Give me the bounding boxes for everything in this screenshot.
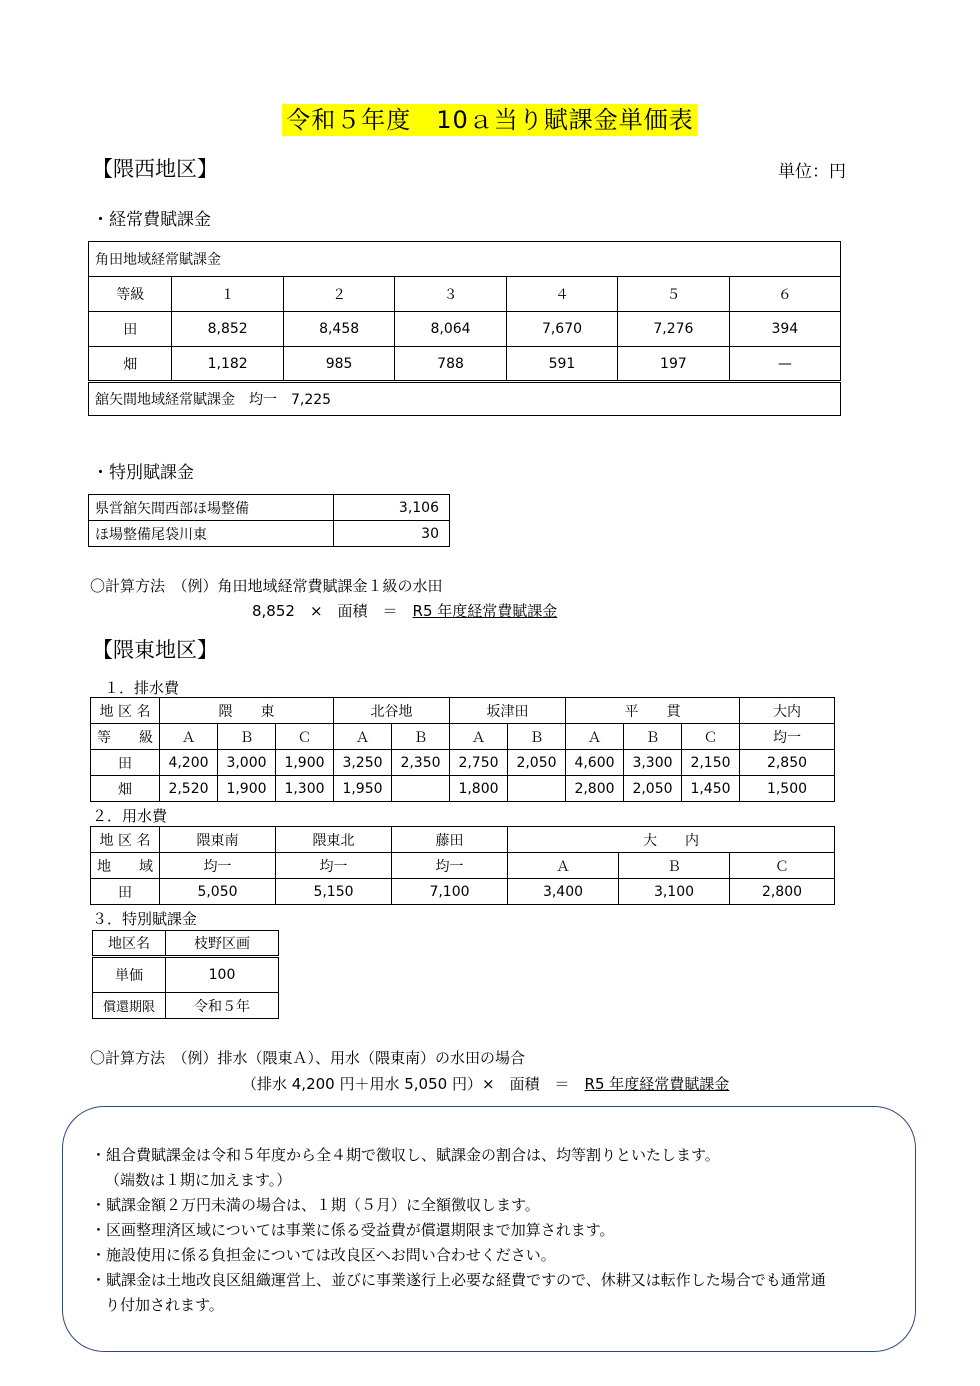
header-cell: 北谷地 — [334, 698, 450, 724]
grade-header-cell: ４ — [506, 277, 617, 312]
value-cell: 3,250 — [334, 750, 392, 776]
value-cell: 7,276 — [618, 312, 729, 347]
note-item: ・施設使用に係る負担金については改良区へお問い合わせください。 — [91, 1246, 556, 1264]
east-calc-method-line: 〇計算方法 （例）排水（隈東Ａ）、用水（隈東南）の水田の場合 — [90, 1049, 526, 1067]
header-cell: 大内 — [740, 698, 835, 724]
special-fee-name: ほ場整備尾袋川東 — [89, 521, 334, 547]
grade-cell: 均一 — [740, 724, 835, 750]
east-special-fee-heading: ３．特別賦課金 — [92, 910, 198, 928]
row-label: 償還期限 — [93, 993, 166, 1019]
grade-cell: Ｂ — [218, 724, 276, 750]
note-item: （端数は１期に加えます。） — [105, 1171, 292, 1189]
water-fee-table — [90, 826, 835, 905]
table-row — [93, 993, 279, 1019]
west-district-heading: 【隈西地区】 — [92, 157, 218, 181]
table-row — [91, 776, 835, 802]
row-label: 田 — [89, 312, 172, 347]
value-cell: 2,520 — [160, 776, 218, 802]
value-cell — [392, 776, 450, 802]
table-row — [89, 347, 841, 382]
value-cell: 2,850 — [740, 750, 835, 776]
row-label: 田 — [91, 879, 160, 905]
grade-cell: Ｃ — [276, 724, 334, 750]
calc-formula: （排水 4,200 円＋用水 5,050 円）× 面積 ＝ — [242, 1075, 585, 1093]
table-row — [93, 957, 279, 993]
note-item: ・賦課金額２万円未満の場合は、１期（５月）に全額徴収します。 — [91, 1196, 540, 1214]
header-cell: 大 内 — [508, 827, 835, 853]
grade-cell: 均一 — [160, 853, 276, 879]
value-cell: 7,670 — [506, 312, 617, 347]
value-cell: 197 — [618, 347, 729, 382]
east-special-fee-table — [92, 930, 279, 1019]
grade-header-cell: ５ — [618, 277, 729, 312]
grade-cell: Ｃ — [730, 853, 835, 879]
water-fee-heading: ２．用水費 — [92, 807, 168, 825]
table-header-row — [91, 827, 835, 853]
value-cell: 2,800 — [730, 879, 835, 905]
value-cell: 394 — [729, 312, 840, 347]
value-cell: 1,450 — [682, 776, 740, 802]
grade-cell: Ａ — [160, 724, 218, 750]
calc-result: R5 年度経常費賦課金 — [584, 1075, 730, 1093]
grade-cell: Ａ — [508, 853, 619, 879]
value-cell: 2,050 — [508, 750, 566, 776]
east-district-heading: 【隈東地区】 — [92, 638, 218, 662]
value-cell: — — [729, 347, 840, 382]
calc-method-line: 〇計算方法 （例）角田地域経常費賦課金１級の水田 — [90, 577, 443, 595]
value-cell: 1,182 — [172, 347, 283, 382]
value-cell: 2,150 — [682, 750, 740, 776]
note-item: り付加されます。 — [105, 1296, 224, 1314]
special-fee-value: 3,106 — [334, 495, 450, 521]
operating-fee-heading: ・経常費賦課金 — [92, 210, 211, 230]
value-cell: 1,900 — [276, 750, 334, 776]
value-cell: 3,100 — [619, 879, 730, 905]
grade-header-cell: ２ — [283, 277, 394, 312]
grade-cell: Ｂ — [624, 724, 682, 750]
header-cell: 地 区 名 — [91, 698, 160, 724]
table-row — [89, 312, 841, 347]
value-cell: 1,800 — [450, 776, 508, 802]
value-cell: 1,900 — [218, 776, 276, 802]
value-cell: 5,150 — [276, 879, 392, 905]
value-cell — [508, 776, 566, 802]
table-row — [89, 495, 450, 521]
grade-header-cell: ３ — [395, 277, 506, 312]
note-item: ・区画整理済区域については事業に係る受益費が償還期限まで加算されます。 — [91, 1221, 615, 1239]
grade-cell: 均一 — [392, 853, 508, 879]
table-row — [91, 879, 835, 905]
header-cell: 藤田 — [392, 827, 508, 853]
value-cell: 令和５年 — [166, 993, 279, 1019]
value-cell: 2,800 — [566, 776, 624, 802]
value-cell: 2,750 — [450, 750, 508, 776]
value-cell: 3,000 — [218, 750, 276, 776]
special-fee-heading: ・特別賦課金 — [92, 463, 194, 483]
kakuda-title: 角田地域経常賦課金 — [89, 242, 841, 277]
header-cell: 平 貫 — [566, 698, 740, 724]
value-cell: 100 — [166, 957, 279, 993]
value-cell: 5,050 — [160, 879, 276, 905]
row-label: 畑 — [89, 347, 172, 382]
header-cell: 隈東南 — [160, 827, 276, 853]
grade-cell: Ａ — [450, 724, 508, 750]
grade-cell: Ｃ — [682, 724, 740, 750]
header-cell: 隈東北 — [276, 827, 392, 853]
table-header-row — [91, 698, 835, 724]
value-cell: 7,100 — [392, 879, 508, 905]
table-row — [91, 750, 835, 776]
table-row — [93, 931, 279, 957]
value-cell: 985 — [283, 347, 394, 382]
value-cell: 1,300 — [276, 776, 334, 802]
value-cell: 8,458 — [283, 312, 394, 347]
notes-box — [62, 1106, 916, 1352]
drain-fee-heading: １．排水費 — [104, 679, 180, 697]
header-cell: 地 区 名 — [91, 827, 160, 853]
header-cell: 地区名 — [93, 931, 166, 957]
value-cell: 591 — [506, 347, 617, 382]
header-cell: 枝野区画 — [166, 931, 279, 957]
row-label: 田 — [91, 750, 160, 776]
header-cell: 地 域 — [91, 853, 160, 879]
grade-cell: Ａ — [334, 724, 392, 750]
value-cell: 3,400 — [508, 879, 619, 905]
page-title: 令和５年度 10ａ当り賦課金単価表 — [0, 100, 980, 135]
drain-fee-table — [90, 697, 835, 802]
row-label: 単価 — [93, 957, 166, 993]
grade-cell: Ｂ — [392, 724, 450, 750]
grade-header-cell: ６ — [729, 277, 840, 312]
tateyama-fee-line: 舘矢間地域経常賦課金 均一 7,225 — [89, 382, 841, 416]
grade-header-cell: １ — [172, 277, 283, 312]
calc-formula: 8,852 × 面積 ＝ — [252, 602, 413, 620]
header-cell: 坂津田 — [450, 698, 566, 724]
header-cell: 等 級 — [91, 724, 160, 750]
row-label: 畑 — [91, 776, 160, 802]
calc-result: R5 年度経常費賦課金 — [412, 602, 558, 620]
grade-cell: 均一 — [276, 853, 392, 879]
header-cell: 隈 東 — [160, 698, 334, 724]
special-fee-value: 30 — [334, 521, 450, 547]
note-item: ・賦課金は土地改良区組織運営上、並びに事業遂行上必要な経費ですので、休耕又は転作した場合でも通常通 — [91, 1271, 826, 1289]
value-cell: 1,950 — [334, 776, 392, 802]
grade-header-row — [89, 277, 841, 312]
note-item: ・組合費賦課金は令和５年度から全４期で徴収し、賦課金の割合は、均等割りといたします。 — [91, 1146, 720, 1164]
special-fee-table — [88, 494, 450, 547]
grade-cell: Ｂ — [619, 853, 730, 879]
special-fee-name: 県営舘矢間西部ほ場整備 — [89, 495, 334, 521]
value-cell: 4,600 — [566, 750, 624, 776]
value-cell: 2,350 — [392, 750, 450, 776]
grade-header-cell: 等級 — [89, 277, 172, 312]
kakuda-fee-table — [88, 241, 841, 416]
value-cell: 1,500 — [740, 776, 835, 802]
table-header-row — [91, 853, 835, 879]
table-row — [89, 521, 450, 547]
grade-cell: Ｂ — [508, 724, 566, 750]
table-header-row — [91, 724, 835, 750]
value-cell: 8,852 — [172, 312, 283, 347]
unit-label: 単位：円 — [778, 162, 846, 182]
grade-cell: Ａ — [566, 724, 624, 750]
calc-example-line — [252, 600, 557, 621]
value-cell: 788 — [395, 347, 506, 382]
value-cell: 2,050 — [624, 776, 682, 802]
value-cell: 4,200 — [160, 750, 218, 776]
value-cell: 3,300 — [624, 750, 682, 776]
east-calc-example-line — [242, 1073, 729, 1094]
value-cell: 8,064 — [395, 312, 506, 347]
